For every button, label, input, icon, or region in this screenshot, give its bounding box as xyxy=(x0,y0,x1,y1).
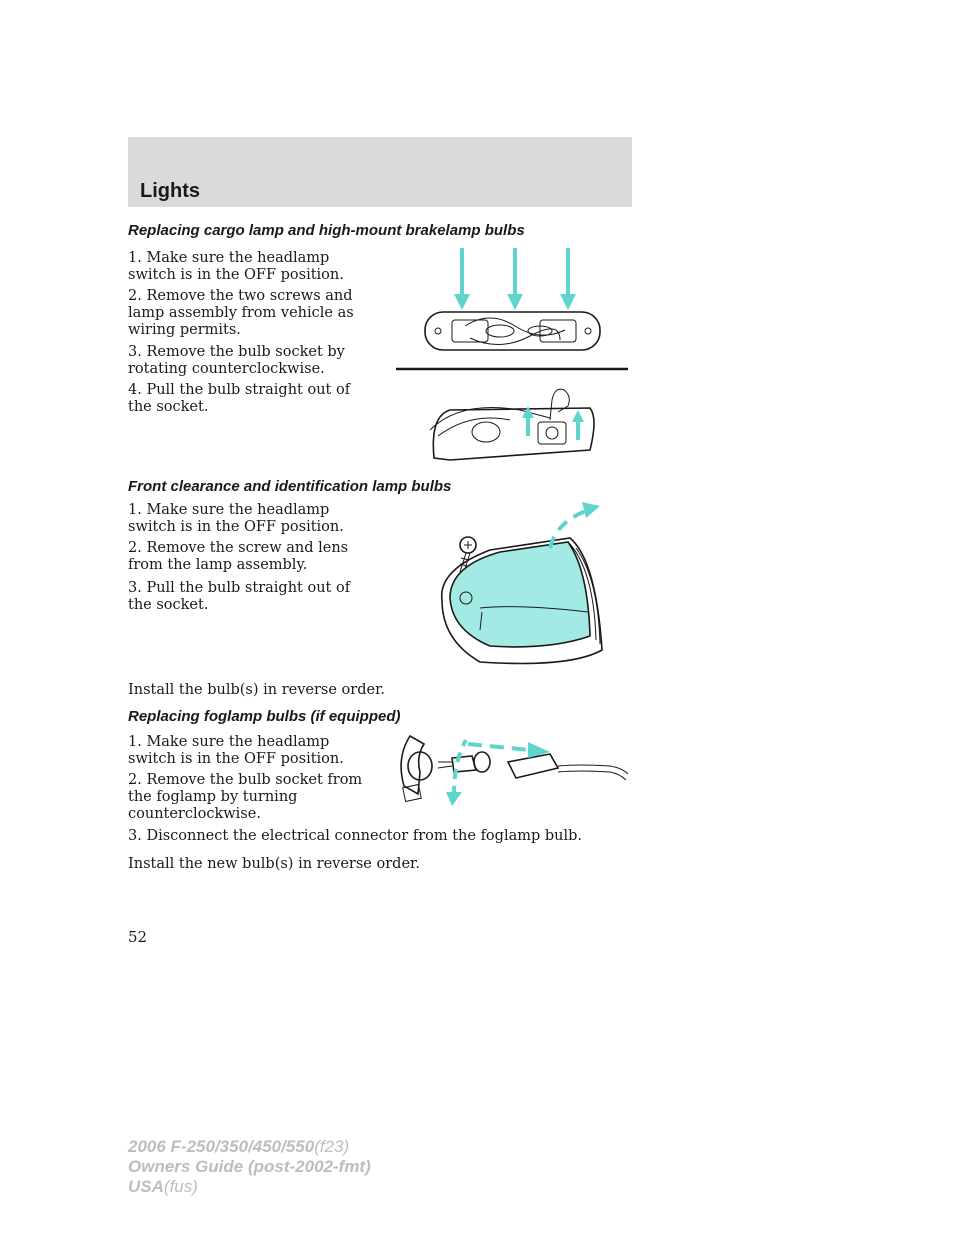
foglamp-heading: Replacing foglamp bulbs (if equipped) xyxy=(128,708,401,725)
cargo-step-1: 1. Make sure the headlamp switch is in the OFF position. xyxy=(128,250,344,283)
page-number: 52 xyxy=(128,928,148,946)
clearance-step-1: 1. Make sure the headlamp switch is in the OFF position. xyxy=(128,502,344,535)
footer-model: 2006 F-250/350/450/550 xyxy=(128,1137,315,1156)
footer-region-code: (fus) xyxy=(163,1177,198,1196)
clearance-lamp-illustration xyxy=(420,500,610,670)
clearance-lamp-heading: Front clearance and identification lamp bulbs xyxy=(128,478,452,495)
document-footer xyxy=(128,1137,371,1197)
footer-region-line xyxy=(128,1177,371,1197)
footer-model-line xyxy=(128,1137,371,1157)
foglamp-install-note: Install the new bulb(s) in reverse order. xyxy=(128,856,420,872)
cargo-lamp-heading: Replacing cargo lamp and high-mount brakelamp bulbs xyxy=(128,222,525,239)
up-arrow-icon xyxy=(522,406,584,440)
cargo-step-2: 2. Remove the two screws and lamp assembly from vehicle as wiring permits. xyxy=(128,288,354,338)
foglamp-step-2: 2. Remove the bulb socket from the foglamp by turning counterclockwise. xyxy=(128,772,363,822)
footer-model-code: (f23) xyxy=(314,1137,350,1156)
section-header-band xyxy=(128,137,632,207)
cargo-step-4: 4. Pull the bulb straight out of the socket. xyxy=(128,382,351,415)
down-arrow-icon xyxy=(454,248,576,310)
foglamp-illustration xyxy=(390,728,635,810)
clearance-install-note: Install the bulb(s) in reverse order. xyxy=(128,682,386,698)
section-title: Lights xyxy=(140,180,200,202)
curved-arrow-icon xyxy=(550,502,600,548)
cargo-step-3: 3. Remove the bulb socket by rotating counterclockwise. xyxy=(128,344,345,377)
clearance-step-3: 3. Pull the bulb straight out of the socket. xyxy=(128,580,351,613)
footer-region: USA xyxy=(128,1177,164,1196)
foglamp-step-1: 1. Make sure the headlamp switch is in the OFF position. xyxy=(128,734,344,767)
foglamp-step-3: 3. Disconnect the electrical connector from the foglamp bulb. xyxy=(128,828,583,844)
clearance-step-2: 2. Remove the screw and lens from the lamp assembly. xyxy=(128,540,349,573)
cargo-lamp-illustration xyxy=(390,240,635,472)
footer-guide: Owners Guide (post-2002-fmt) xyxy=(128,1157,371,1176)
